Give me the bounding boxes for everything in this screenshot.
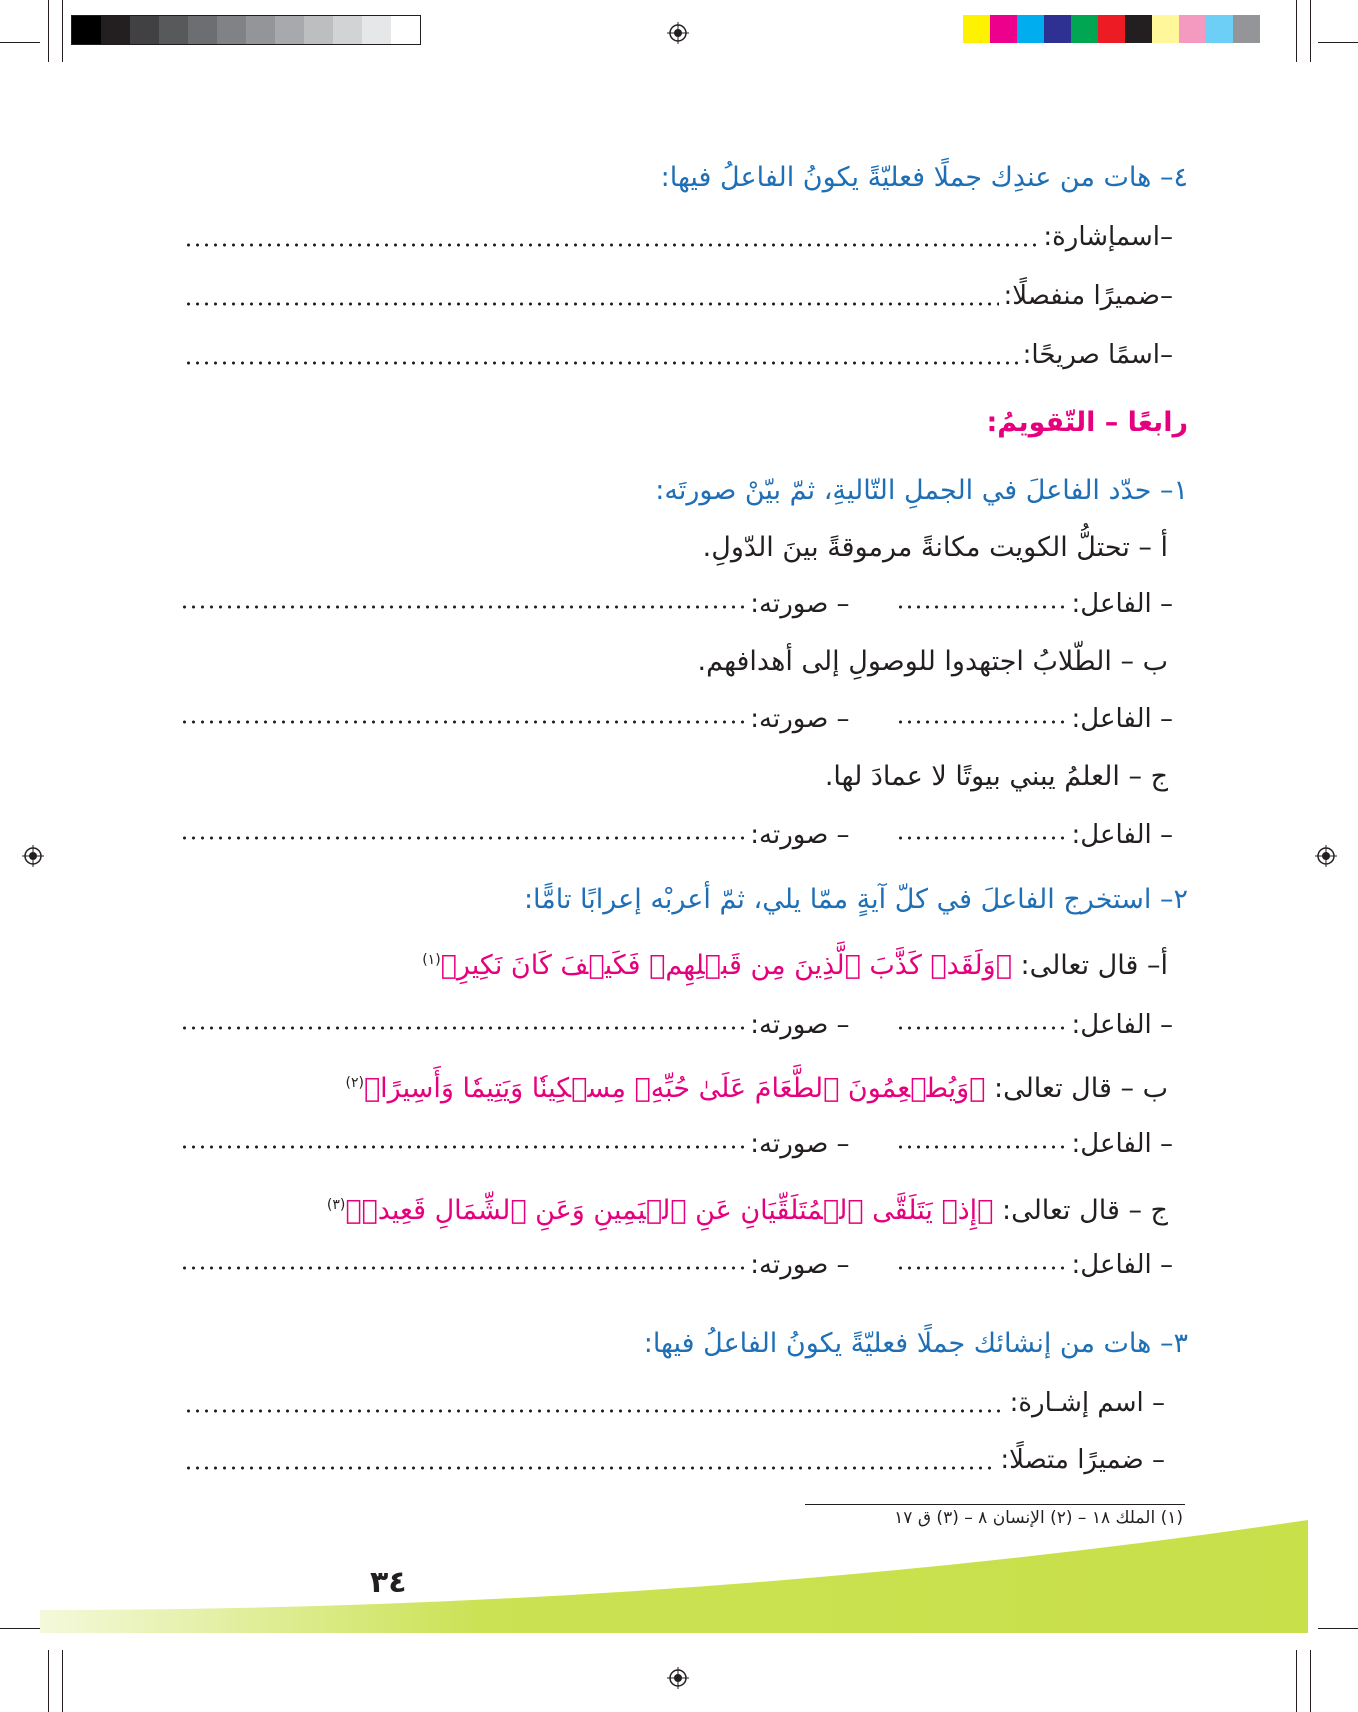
color-calibration-bar [963, 15, 1260, 43]
gray-swatch [217, 16, 246, 44]
gray-swatch [246, 16, 275, 44]
ex1-sentence-b: ب – الطّلابُ اجتهدوا للوصولِ إلى أهدافهم. [697, 646, 1168, 677]
color-swatch [990, 15, 1017, 43]
q4-item-2-label: –ضميرًا منفصلًا: [1003, 281, 1173, 311]
faeel-label: – الفاعل: [1071, 1250, 1173, 1280]
faeel-label: – الفاعل: [1071, 820, 1173, 850]
verse-prefix: ج – قال تعالى: [1001, 1195, 1168, 1226]
answer-line[interactable] [180, 836, 744, 840]
answer-line[interactable] [896, 1145, 1066, 1149]
registration-mark-icon [1315, 845, 1337, 867]
gray-swatch [362, 16, 391, 44]
color-swatch [1017, 15, 1044, 43]
answer-line[interactable] [184, 302, 999, 306]
quran-verse: ﴿إِذۡ يَتَلَقَّى ٱلۡمُتَلَقِّيَانِ عَنِ ٱلۡيَمِينِ وَعَنِ ٱلشِّمَالِ قَعِيدٞ﴾ [345, 1195, 994, 1226]
sura-label: – صورته: [750, 820, 850, 850]
gray-swatch [304, 16, 333, 44]
ex1-sentence-c: ج – العلمُ يبني بيوتًا لا عمادَ لها. [824, 761, 1168, 792]
verse-ref: (١) [422, 952, 441, 968]
ex3-item-2 [180, 1440, 1165, 1480]
answer-line[interactable] [180, 1266, 744, 1270]
color-swatch [1233, 15, 1260, 43]
color-swatch [1152, 15, 1179, 43]
q4-item-3-label: –اسمًا صريحًا: [1022, 340, 1173, 370]
answer-line[interactable] [896, 605, 1066, 609]
registration-mark-icon [22, 845, 44, 867]
color-swatch [1098, 15, 1125, 43]
ex1-answer-c [180, 815, 1173, 855]
footnote-rule [805, 1504, 1185, 1505]
color-swatch [963, 15, 990, 43]
verse-ref: (٣) [326, 1197, 346, 1213]
q4-title: ٤– هات من عندِك جملًا فعليّةً يكونُ الفاعلُ فيها: [660, 162, 1188, 193]
answer-line[interactable] [184, 1466, 996, 1470]
ex2-verse-a [180, 940, 1168, 986]
gray-swatch [130, 16, 159, 44]
gray-swatch [333, 16, 362, 44]
color-swatch [1125, 15, 1152, 43]
answer-line[interactable] [184, 1409, 1006, 1413]
ex2-verse-c [180, 1185, 1168, 1231]
q4-item-1-label: –اسمإشارة: [1043, 222, 1173, 252]
sura-label: – صورته: [750, 1129, 850, 1159]
answer-line[interactable] [180, 1145, 744, 1149]
sura-label: – صورته: [750, 1250, 850, 1280]
sura-label: – صورته: [750, 589, 850, 619]
ex1-answer-a [180, 584, 1173, 624]
faeel-label: – الفاعل: [1071, 589, 1173, 619]
faeel-label: – الفاعل: [1071, 704, 1173, 734]
faeel-label: – الفاعل: [1071, 1010, 1173, 1040]
gray-swatch [275, 16, 304, 44]
q4-item-3 [180, 335, 1173, 375]
ex2-answer-c [180, 1245, 1173, 1285]
ex1-title: ١– حدّد الفاعلَ في الجملِ التّاليةِ، ثمّ بيّنْ صورتَه: [655, 475, 1188, 506]
answer-line[interactable] [180, 1026, 744, 1030]
answer-line[interactable] [896, 720, 1066, 724]
answer-line[interactable] [896, 1266, 1066, 1270]
verse-prefix: ب – قال تعالى: [993, 1073, 1168, 1104]
color-swatch [1044, 15, 1071, 43]
page-number: ٣٤ [370, 1565, 407, 1600]
verse-ref: (٢) [345, 1075, 364, 1091]
gray-swatch [101, 16, 130, 44]
answer-line[interactable] [180, 720, 744, 724]
ex1-sentence-a: أ – تحتلُّ الكويت مكانةً مرموقةً بينَ الدّولِ. [702, 532, 1168, 563]
footnote: (١) الملك ١٨ – (٢) الإنسان ٨ – (٣) ق ١٧ [894, 1508, 1183, 1528]
answer-line[interactable] [896, 1026, 1066, 1030]
sura-label: – صورته: [750, 704, 850, 734]
gray-swatch [72, 16, 101, 44]
bottom-green-band [0, 1515, 1358, 1635]
ex2-answer-b [180, 1124, 1173, 1164]
ex3-item-2-label: – ضميرًا متصلًا: [1000, 1445, 1165, 1475]
quran-verse: ﴿وَلَقَدۡ كَذَّبَ ٱلَّذِينَ مِن قَبۡلِهِمۡ فَكَيۡفَ كَانَ نَكِيرِ﴾ [440, 950, 1012, 981]
registration-mark-icon [667, 1667, 689, 1689]
answer-line[interactable] [184, 243, 1039, 247]
color-swatch [1071, 15, 1098, 43]
registration-mark-icon [667, 22, 689, 44]
q4-item-2 [180, 276, 1173, 316]
ex3-item-1-label: – اسم إشـارة: [1009, 1388, 1165, 1418]
gray-swatch [188, 16, 217, 44]
verse-prefix: أ– قال تعالى: [1020, 950, 1168, 981]
faeel-label: – الفاعل: [1071, 1129, 1173, 1159]
section-title: رابعًا – التّقويمُ: [986, 407, 1188, 438]
ex2-verse-b [180, 1063, 1168, 1109]
answer-line[interactable] [180, 605, 744, 609]
sura-label: – صورته: [750, 1010, 850, 1040]
quran-verse: ﴿وَيُطۡعِمُونَ ٱلطَّعَامَ عَلَىٰ حُبِّهِۦ مِسۡكِينٗا وَيَتِيمٗا وَأَسِيرًا﴾ [363, 1073, 986, 1104]
color-swatch [1179, 15, 1206, 43]
ex3-title: ٣– هات من إنشائك جملًا فعليّةً يكونُ الفاعلُ فيها: [643, 1328, 1188, 1359]
color-swatch [1206, 15, 1233, 43]
q4-item-1 [180, 217, 1173, 257]
answer-line[interactable] [896, 836, 1066, 840]
ex3-item-1 [180, 1383, 1165, 1423]
ex2-title: ٢– استخرج الفاعلَ في كلّ آيةٍ ممّا يلي، ثمّ أعربْه إعرابًا تامًّا: [523, 884, 1188, 915]
grayscale-calibration-bar [71, 15, 421, 45]
gray-swatch [391, 16, 420, 44]
answer-line[interactable] [184, 361, 1019, 365]
gray-swatch [159, 16, 188, 44]
ex1-answer-b [180, 699, 1173, 739]
ex2-answer-a [180, 1005, 1173, 1045]
